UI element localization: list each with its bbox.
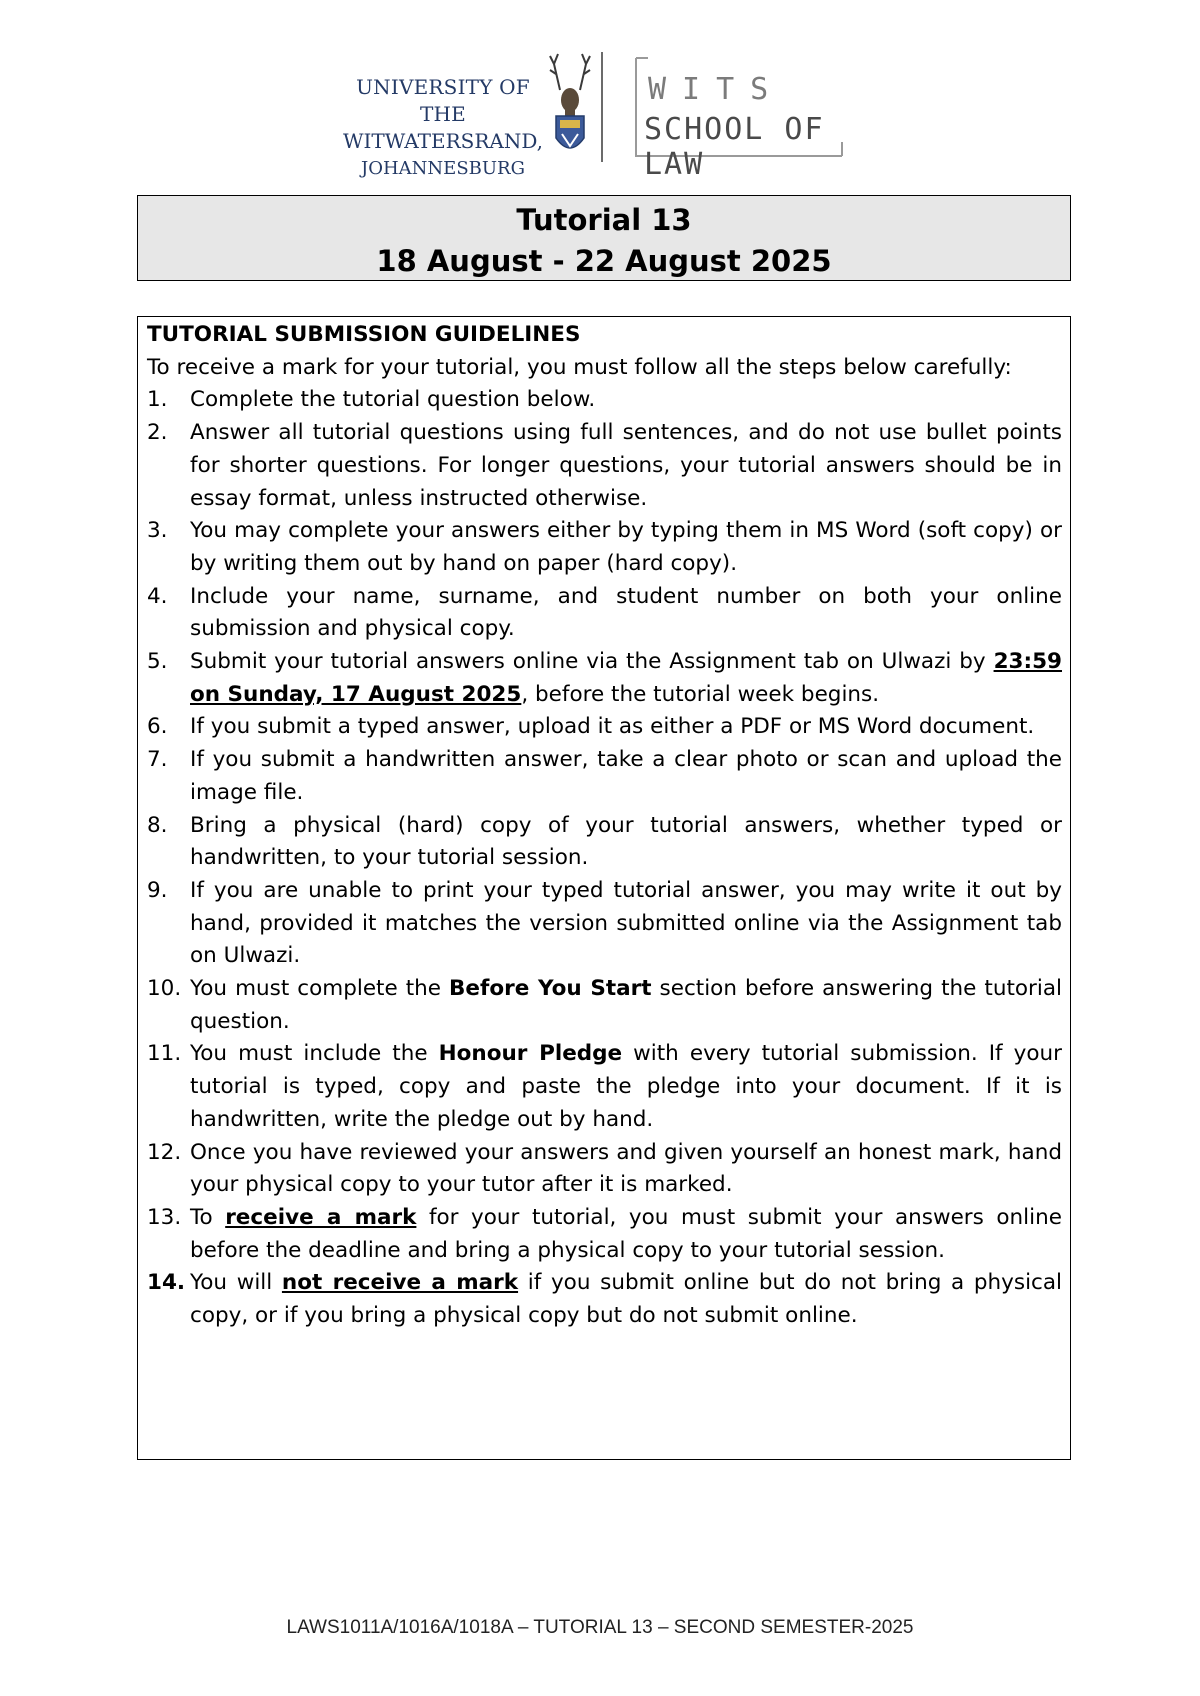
honour-pledge-emphasis: Honour Pledge <box>438 1041 623 1067</box>
university-line-3: JOHANNESBURG <box>361 158 525 179</box>
list-item <box>147 1137 1062 1202</box>
step-text: section before answering the tutorial question. <box>190 976 1063 1034</box>
receive-mark-emphasis: receive a mark <box>225 1204 417 1230</box>
step-text: You must include the <box>190 1041 439 1067</box>
guidelines-heading: TUTORIAL SUBMISSION GUIDELINES <box>147 322 581 347</box>
step-text: Answer all tutorial questions using full sentences, and do not use bullet points for shorter questions. For longer questions, your tutorial answers should be in essay format, unless instructed otherwise. <box>190 420 1062 511</box>
list-item <box>147 1267 1062 1332</box>
tutorial-dates: 18 August - 22 August 2025 <box>376 244 832 278</box>
school-of-law-wordmark: SCHOOL OF LAW <box>644 112 825 182</box>
step-number: 7. <box>147 747 168 773</box>
step-text: for your tutorial, you must submit your answers online before the deadline and bring a physical copy to your tutorial session. <box>190 1204 1062 1263</box>
step-text: You may complete your answers either by typing them in MS Word (soft copy) or by writing them out by hand on paper (hard copy). <box>190 518 1062 576</box>
list-item <box>147 581 1062 646</box>
list-item <box>147 744 1062 809</box>
list-item <box>147 384 1062 417</box>
list-item <box>147 646 1062 711</box>
university-line-1: UNIVERSITY OF THE <box>356 75 530 126</box>
guidelines-list <box>147 384 1062 1332</box>
step-text: , before the tutorial week begins. <box>521 681 880 707</box>
step-number: 4. <box>147 583 168 609</box>
step-text: if you submit online but do not bring a physical copy, or if you bring a physical copy but do not submit online. <box>190 1270 1063 1329</box>
list-item <box>147 515 1062 580</box>
step-number: 6. <box>147 714 168 740</box>
step-text: Submit your tutorial answers online via the Assignment tab on Ulwazi by <box>190 649 994 675</box>
not-receive-mark-emphasis: not receive a mark <box>281 1270 519 1296</box>
before-you-start-emphasis: Before You Start <box>449 976 652 1002</box>
step-number: 14. <box>147 1270 186 1296</box>
step-number: 10. <box>147 976 182 1002</box>
guidelines-intro: To receive a mark for your tutorial, you must follow all the steps below carefully: <box>147 354 1012 380</box>
logo-divider <box>601 52 603 162</box>
step-text: Include your name, surname, and student number on both your online submission and physical copy. <box>190 583 1062 642</box>
step-text: Once you have reviewed your answers and given yourself an honest mark, hand your physical copy to your tutor after it is marked. <box>190 1139 1062 1198</box>
guidelines-box <box>137 316 1071 1460</box>
list-item <box>147 875 1062 973</box>
tutorial-title: Tutorial 13 <box>516 203 692 237</box>
step-text: Complete the tutorial question below. <box>190 387 596 413</box>
list-item <box>147 711 1062 744</box>
step-number: 3. <box>147 518 168 544</box>
title-box <box>137 195 1071 281</box>
step-text: Bring a physical (hard) copy of your tutorial answers, whether typed or handwritten, to your tutorial session. <box>190 812 1062 871</box>
step-text: To <box>190 1204 226 1230</box>
step-number: 11. <box>147 1041 182 1067</box>
university-crest-icon <box>546 50 594 168</box>
page-footer: LAWS1011A/1016A/1018A – TUTORIAL 13 – SECOND SEMESTER-2025 <box>286 1617 914 1638</box>
university-name <box>338 74 548 182</box>
list-item <box>147 1202 1062 1267</box>
step-number: 9. <box>147 877 168 903</box>
step-number: 13. <box>147 1204 182 1230</box>
step-number: 5. <box>147 649 168 675</box>
list-item <box>147 810 1062 875</box>
header-logo <box>338 44 858 182</box>
step-number: 2. <box>147 420 168 446</box>
university-line-2: WITWATERSRAND, <box>342 129 544 153</box>
step-number: 8. <box>147 812 168 838</box>
step-number: 1. <box>147 387 168 413</box>
step-text: You must complete the <box>190 976 450 1002</box>
step-text: You will <box>190 1270 282 1296</box>
list-item <box>147 973 1062 1038</box>
list-item <box>147 1038 1062 1136</box>
list-item <box>147 417 1062 515</box>
step-text: If you submit a typed answer, upload it as either a PDF or MS Word document. <box>190 714 1035 740</box>
step-text: If you submit a handwritten answer, take a clear photo or scan and upload the image file. <box>190 747 1062 805</box>
step-text: with every tutorial submission. If your tutorial is typed, copy and paste the pledge into your document. If it is handwritten, write the pledge out by hand. <box>190 1041 1062 1132</box>
wits-wordmark: WITS <box>648 72 785 107</box>
deadline-emphasis: 23:59 on Sunday, 17 August 2025 <box>190 649 1062 707</box>
step-number: 12. <box>147 1139 182 1165</box>
step-text: If you are unable to print your typed tutorial answer, you may write it out by hand, provided it matches the version submitted online via the Assignment tab on Ulwazi. <box>190 877 1062 969</box>
